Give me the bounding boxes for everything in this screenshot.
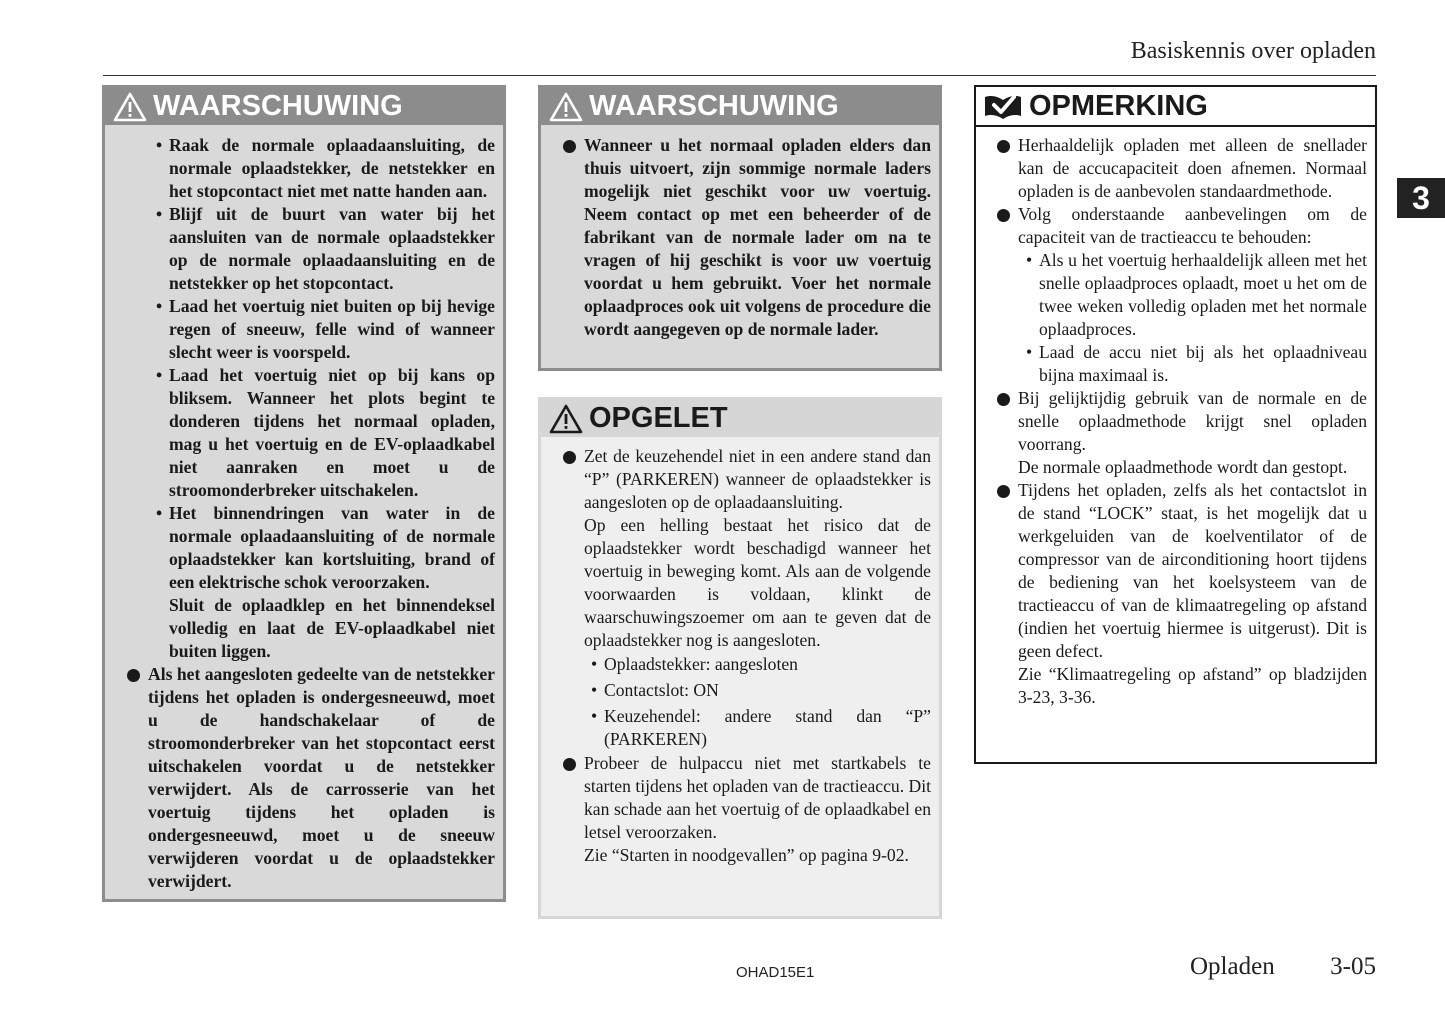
caution-header [541,400,939,437]
footer-section-name: Opladen [1190,953,1275,980]
warning-header-1 [105,88,503,125]
note-header [976,87,1375,127]
warning-triangle-icon [549,92,583,122]
chapter-tab: 3 [1397,178,1445,218]
note-bullet-1: Herhaaldelijk opladen met alleen de snellader kan de accucapaciteit doen afnemen. Normaal opladen is de aanbevolen standaardmethode. [1018,135,1367,201]
caution-condition: • Contactslot: ON [604,679,931,702]
warning1-item: • Blijf uit de buurt van water bij het aansluiten van de normale oplaadstekker op de normale oplaadaansluiting en de netstekker op het stopcontact. [169,203,495,295]
caution-bullet-2: Probeer de hulpaccu niet met startkabels te starten tijdens het opladen van de tractieaccu. Dit kan schade aan het voertuig of de oplaadkabel en letsel veroorzaken. [584,753,931,842]
warning1-item-continuation: Sluit de oplaadklep en het binnendeksel volledig en laat de EV-oplaadkabel niet buiten liggen. [169,595,495,661]
warning-box-2 [538,85,942,371]
note-bullet-3-continuation: De normale oplaadmethode wordt dan gestopt. [1018,457,1348,477]
note-title: OPMERKING [1029,89,1208,122]
note-bullet-4: Tijdens het opladen, zelfs als het contactslot in de stand “LOCK” staat, is het mogelijk dat u werkgeluiden van de koelventilator of de compressor van de airconditioning hoort tijdens de bediening van het koelsysteem van de tractieaccu of van de klimaatregeling op afstand (indien het voertuig hiermee is uitgerust). Dit is geen defect. [1018,480,1367,661]
note-recommendation: • Laad de accu niet bij als het oplaadniveau bijna maximaal is. [1039,341,1367,387]
warning-title-1: WAARSCHUWING [153,90,403,122]
note-box [974,85,1377,764]
warning1-item: • Raak de normale oplaadaansluiting, de normale oplaadstekker, de netstekker en het stopcontact niet met natte handen aan. [169,134,495,203]
caution-triangle-icon [549,404,583,434]
warning1-item: • Laad het voertuig niet buiten op bij hevige regen of sneeuw, felle wind of wanneer slecht weer is voorspeld. [169,295,495,364]
warning-triangle-icon [113,92,147,122]
warning-box-1 [102,85,506,902]
warning1-item: • Het binnendringen van water in de normale oplaadaansluiting of de normale oplaadstekker kan kortsluiting, brand of een elektrische schok veroorzaken. [169,502,495,594]
warning2-bullet: Wanneer u het normaal opladen elders dan thuis uitvoert, zijn sommige normale laders mogelijk niet geschikt voor uw voertuig. Neem contact op met een beheerder of de fabrikant van de normale lader om na te vragen of hij geschikt is voor uw voertuig voordat u hem gebruikt. Voer het normale oplaadproces ook uit volgens de procedure die wordt aangegeven op de normale lader. [584,135,931,339]
note-checkmark-icon [983,91,1023,121]
document-code: OHAD15E1 [736,964,815,981]
note-bullet-4-continuation: Zie “Klimaatregeling op afstand” op bladzijden 3-23, 3-36. [1018,664,1367,707]
caution-condition: • Keuzehendel: andere stand dan “P” (PARKEREN) [604,705,931,751]
caution-condition: • Oplaadstekker: aangesloten [604,653,931,676]
caution-bullet-1-continuation: Op een helling bestaat het risico dat de oplaadstekker wordt beschadigd wanneer het voertuig in beweging komt. Als aan de volgende voorwaarden is voldaan, klinkt de waarschuwingszoemer om aan te geven dat de oplaadstekker nog is aangesloten. [584,515,931,650]
note-bullet-2: Volg onderstaande aanbevelingen om de capaciteit van de tractieaccu te behouden: [1018,204,1367,247]
page-number: 3-05 [1330,953,1376,980]
caution-title: OPGELET [589,402,728,434]
warning-title-2: WAARSCHUWING [589,90,839,122]
warning1-item: • Laad het voertuig niet op bij kans op bliksem. Wanneer het plots begint te donderen tijdens het normaal opladen, mag u het voertuig en de EV-oplaadkabel niet aanraken en moet u de stroomonderbreker uitschakelen. [169,364,495,502]
note-recommendation: • Als u het voertuig herhaaldelijk alleen met het snelle oplaadproces oplaadt, moet u het om de twee weken volledig opladen met het normale oplaadproces. [1039,249,1367,341]
running-header: Basiskennis over opladen [1130,38,1376,64]
caution-bullet-1: Zet de keuzehendel niet in een andere stand dan “P” (PARKEREN) wanneer de oplaadstekker is aangesloten op de oplaadaansluiting. [584,446,931,512]
caution-box [538,397,942,919]
header-rule [103,75,1376,76]
warning-header-2 [541,88,939,125]
note-bullet-3: Bij gelijktijdig gebruik van de normale en de snelle oplaadmethode krijgt snel opladen voorrang. [1018,388,1367,454]
warning1-bullet: Als het aangesloten gedeelte van de netstekker tijdens het opladen is ondergesneeuwd, moet u de handschakelaar of de stroomonderbreker van het stopcontact eerst uitschakelen voordat u de netstekker verwijdert. Als de carrosserie van het voertuig tijdens het opladen is ondergesneeuwd, moet u de sneeuw verwijderen voordat u de oplaadstekker verwijdert. [148,664,495,891]
caution-bullet-2-continuation: Zie “Starten in noodgevallen” op pagina 9-02. [584,845,909,865]
